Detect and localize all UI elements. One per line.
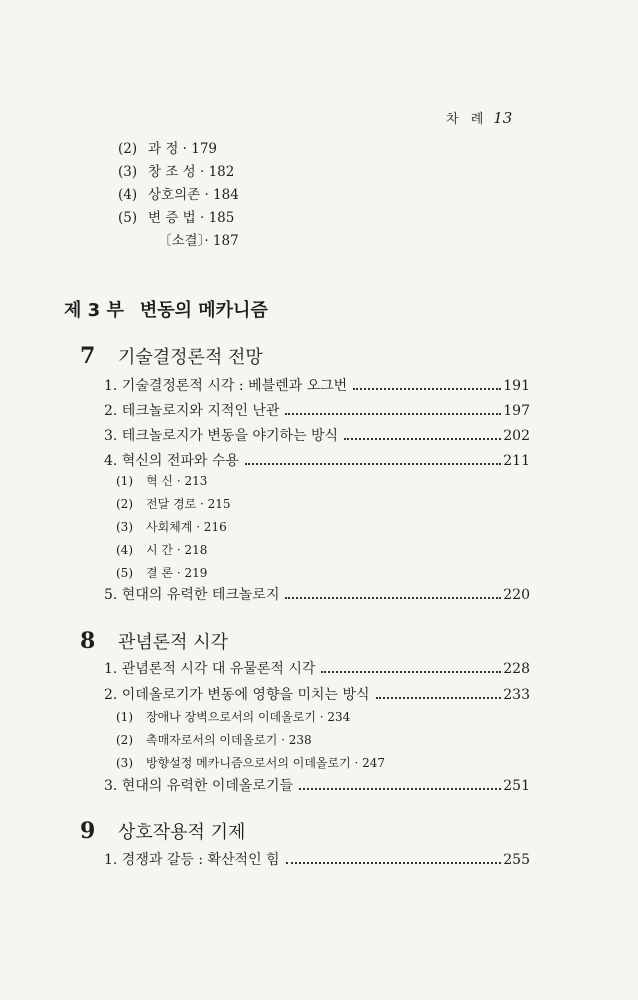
- toc-entry[interactable]: 1. 경쟁과 갈등 : 확산적인 힘 255: [104, 852, 530, 868]
- part-label: 제 3 부: [64, 300, 124, 321]
- toc-entry[interactable]: 4. 혁신의 전파와 수용 211: [104, 453, 530, 469]
- chapter-number: 7: [80, 343, 96, 369]
- running-header: [446, 108, 512, 127]
- toc-entry[interactable]: 2. 테크놀로지와 지적인 난관 197: [104, 403, 530, 419]
- subitem: (4) 시 간 · 218: [116, 543, 208, 557]
- chapter-title: 기술결정론적 전망: [118, 347, 263, 368]
- subitem: (1) 장애나 장벽으로서의 이데올로기 · 234: [116, 710, 351, 724]
- header-page-number: 13: [493, 109, 513, 127]
- toc-entry[interactable]: 1. 기술결정론적 시각 : 베블렌과 오그번 191: [104, 378, 530, 394]
- subitem: (3) 사회체계 · 216: [116, 520, 227, 534]
- subitem: (3) 창 조 성 · 182: [118, 164, 235, 180]
- subitem: (2) 촉매자로서의 이데올로기 · 238: [116, 733, 312, 747]
- subitem: (2) 전달 경로 · 215: [116, 497, 231, 511]
- chapter-number: 8: [80, 628, 96, 654]
- chapter-title: 상호작용적 기제: [118, 822, 246, 843]
- chapter-heading: [80, 343, 263, 369]
- chapter-heading: [80, 628, 228, 654]
- subitem: (3) 방향설정 메카니즘으로서의 이데올로기 · 247: [116, 756, 386, 770]
- toc-entry[interactable]: 2. 이데올로기가 변동에 영향을 미치는 방식 233: [104, 687, 530, 703]
- chapter-title: 관념론적 시각: [118, 632, 229, 653]
- toc-entry[interactable]: 3. 테크놀로지가 변동을 야기하는 방식 202: [104, 428, 530, 444]
- chapter-number: 9: [80, 818, 96, 844]
- part-title: [64, 296, 268, 322]
- toc-entry[interactable]: 3. 현대의 유력한 이데올로기들 251: [104, 778, 530, 794]
- subitem: (1) 혁 신 · 213: [116, 474, 208, 488]
- toc-entry[interactable]: 1. 관념론적 시각 대 유물론적 시각 228: [104, 661, 530, 677]
- subitem: (5) 결 론 · 219: [116, 566, 208, 580]
- toc-entry[interactable]: 5. 현대의 유력한 테크놀로지 220: [104, 587, 530, 603]
- chapter-heading: [80, 818, 245, 844]
- header-title: 차 례: [446, 112, 488, 127]
- subitem-conclusion: 〔소결〕· 187: [158, 233, 239, 249]
- subitem: (5) 변 증 법 · 185: [118, 210, 235, 226]
- part-name: 변동의 메카니즘: [139, 300, 268, 321]
- subitem: (4) 상호의존 · 184: [118, 187, 239, 203]
- subitem: (2) 과 정 · 179: [118, 141, 218, 157]
